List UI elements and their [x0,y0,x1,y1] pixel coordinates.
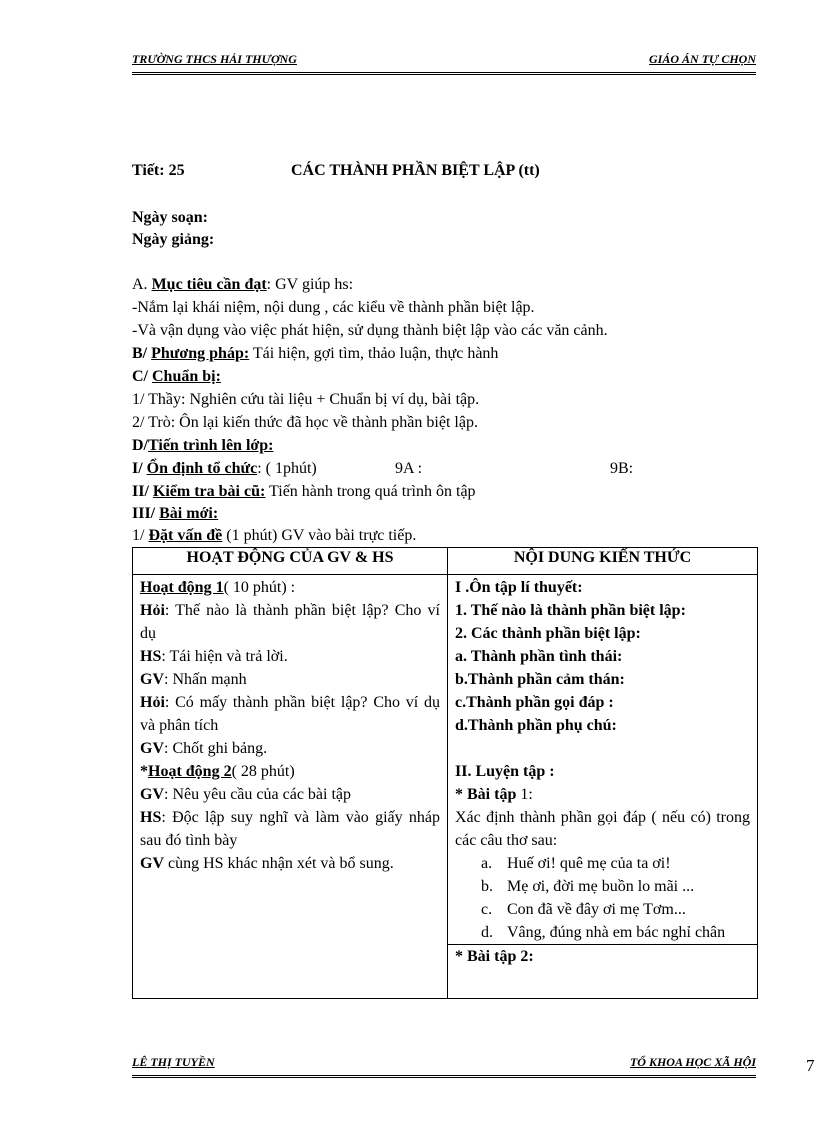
table-header-row [133,548,758,575]
department-name: TỔ KHOA HỌC XÃ HỘI [629,1055,756,1069]
gv-label: GV [140,786,164,803]
content-cell [448,575,758,999]
question-1-label: Hỏi [140,602,165,619]
method-line [132,343,498,365]
exercise-1-heading [455,783,750,806]
date-prepare: Ngày soạn: [132,209,209,226]
activity-2-heading [140,760,440,783]
teacher-note-4-text: cùng HS khác nhận xét và bổ sung. [164,855,394,872]
exercise-2-heading [448,944,757,968]
theory-item-1: 1. Thế nào là thành phần biệt lập: [455,602,686,619]
class-9b: 9B: [610,460,634,477]
step3-label: Bài mới: [159,505,219,522]
hs-label: HS [140,809,162,826]
list-item-text: Mẹ ơi, đời mẹ buồn lo mãi ... [507,878,695,895]
gv-label: GV [140,671,164,688]
step-new-lesson [132,503,218,525]
prep-item: 1/ Thầy: Nghiên cứu tài liệu + Chuẩn bị ví dụ, bài tập. [132,391,480,408]
step-review [132,481,476,503]
exercise-1-num: 1: [516,786,533,803]
list-item [455,852,750,875]
period-number: 25 [168,162,185,179]
activities-cell [133,575,448,999]
class-9a: 9A : [395,460,423,477]
step-organize [132,458,317,480]
method-text: Tái hiện, gợi tìm, thảo luận, thực hành [249,345,499,362]
theory-item-a: a. Thành phần tình thái: [455,648,623,665]
theory-item-2: 2. Các thành phần biệt lập: [455,625,641,642]
practice-heading: II. Luyện tập : [455,763,555,780]
gv-label: GV [140,855,164,872]
document-type: GIÁO ÁN TỰ CHỌN [649,52,756,66]
teacher-note-2 [140,737,440,760]
author-name: LÊ THỊ TUYỀN [132,1055,215,1069]
objectives-prefix: A. [132,276,152,293]
teacher-note-4 [140,852,440,875]
list-item [455,898,750,921]
prep-label: Chuẩn bị: [152,368,221,385]
list-item [455,875,750,898]
list-item-letter: d. [481,924,493,941]
question-2 [140,691,440,737]
step1-text: : ( 1phút) [257,460,317,477]
teacher-note-1-text: : Nhấn mạnh [164,671,247,688]
page-header [132,52,756,75]
theory-item-c: c.Thành phần gọi đáp : [455,694,614,711]
teacher-note-3-text: : Nêu yêu cầu của các bài tập [164,786,352,803]
page-number: 7 [806,1056,815,1075]
step1-prefix: I/ [132,460,147,477]
table-header-activities: HOẠT ĐỘNG CỦA GV & HS [133,548,448,575]
teacher-note-3 [140,783,440,806]
list-item-letter: c. [481,901,493,918]
method-label: Phương pháp: [151,345,250,362]
table-row [133,575,758,999]
question-1 [140,599,440,645]
prep-heading [132,366,221,388]
school-name: TRƯỜNG THCS HẢI THƯỢNG [132,52,297,66]
gv-label: GV [140,740,164,757]
activity-1-time: ( 10 phút) : [223,579,296,596]
list-item-letter: b. [481,878,493,895]
exercise-2-label: * Bài tập 2: [455,948,534,965]
step3-prefix: III/ [132,505,160,522]
step2-label: Kiểm tra bài cũ: [152,483,266,500]
date-teach: Ngày giảng: [132,231,215,248]
lesson-title: CÁC THÀNH PHẦN BIỆT LẬP (tt) [291,162,540,179]
teacher-note-1 [140,668,440,691]
objective-item: -Và vận dụng vào việc phát hiện, sử dụng thành biệt lập vào các văn cảnh. [132,322,608,339]
theory-item-d: d.Thành phần phụ chú: [455,717,617,734]
list-item-text: Con đã về đây ơi mẹ Tơm... [507,901,686,918]
period-label: Tiết: [132,162,165,179]
activity-2-time: ( 28 phút) [231,763,295,780]
step2-text: Tiến hành trong quá trình ôn tập [265,483,476,500]
student-answer-1-text: : Tái hiện và trả lời. [161,648,288,665]
student-answer-2-text: : Độc lập suy nghĩ và làm vào giấy nháp sau đó tình bày [140,809,440,849]
objectives-text: : GV giúp hs: [266,276,354,293]
question-2-text: : Có mấy thành phần biệt lập? Cho ví dụ và phân tích [140,694,440,734]
question-2-label: Hỏi [140,694,165,711]
process-label: Tiến trình lên lớp: [148,437,274,454]
prep-item: 2/ Trò: Ôn lại kiến thức đã học về thành phần biệt lập. [132,414,478,431]
exercise-1-label: * Bài tập [455,786,517,803]
list-item-text: Vâng, đúng nhà em bác nghỉ chân [507,924,726,941]
objectives-label: Mục tiêu cần đạt [151,276,267,293]
student-answer-2 [140,806,440,852]
step2-prefix: II/ [132,483,153,500]
theory-heading: I .Ôn tập lí thuyết: [455,579,583,596]
list-item-letter: a. [481,855,493,872]
spacer [455,737,750,760]
step4-prefix: 1/ [132,527,149,544]
step1-label: Ổn định tổ chức [146,460,258,477]
table-header-content: NỘI DUNG KIẾN THỨC [448,548,758,575]
exercise-1-text: Xác định thành phần gọi đáp ( nếu có) trong các câu thơ sau: [455,809,750,849]
lesson-title-line [132,160,185,182]
question-1-text: : Thế nào là thành phần biệt lập? Cho ví dụ [140,602,440,642]
activity-1-label: Hoạt động 1 [140,579,224,596]
teacher-note-2-text: : Chốt ghi bảng. [164,740,268,757]
activity-1-heading [140,576,440,599]
page-footer [132,1055,756,1078]
activity-2-star: * [140,763,148,780]
activity-2-label: Hoạt động 2 [148,763,232,780]
theory-item-b: b.Thành phần cảm thán: [455,671,625,688]
process-prefix: D/ [132,437,148,454]
step4-label: Đặt vấn đề [148,527,223,544]
objectives-heading [132,274,353,296]
hs-label: HS [140,648,162,665]
list-item-text: Huế ơi! quê mẹ của ta ơi! [507,855,671,872]
step-intro [132,525,416,547]
activity-table [132,547,758,999]
list-item [455,921,750,944]
step4-text: (1 phút) GV vào bài trực tiếp. [222,527,417,544]
objective-item: -Nắm lại khái niệm, nội dung , các kiểu về thành phần biệt lập. [132,299,535,316]
student-answer-1 [140,645,440,668]
method-prefix: B/ [132,345,152,362]
prep-prefix: C/ [132,368,152,385]
process-heading [132,435,273,457]
